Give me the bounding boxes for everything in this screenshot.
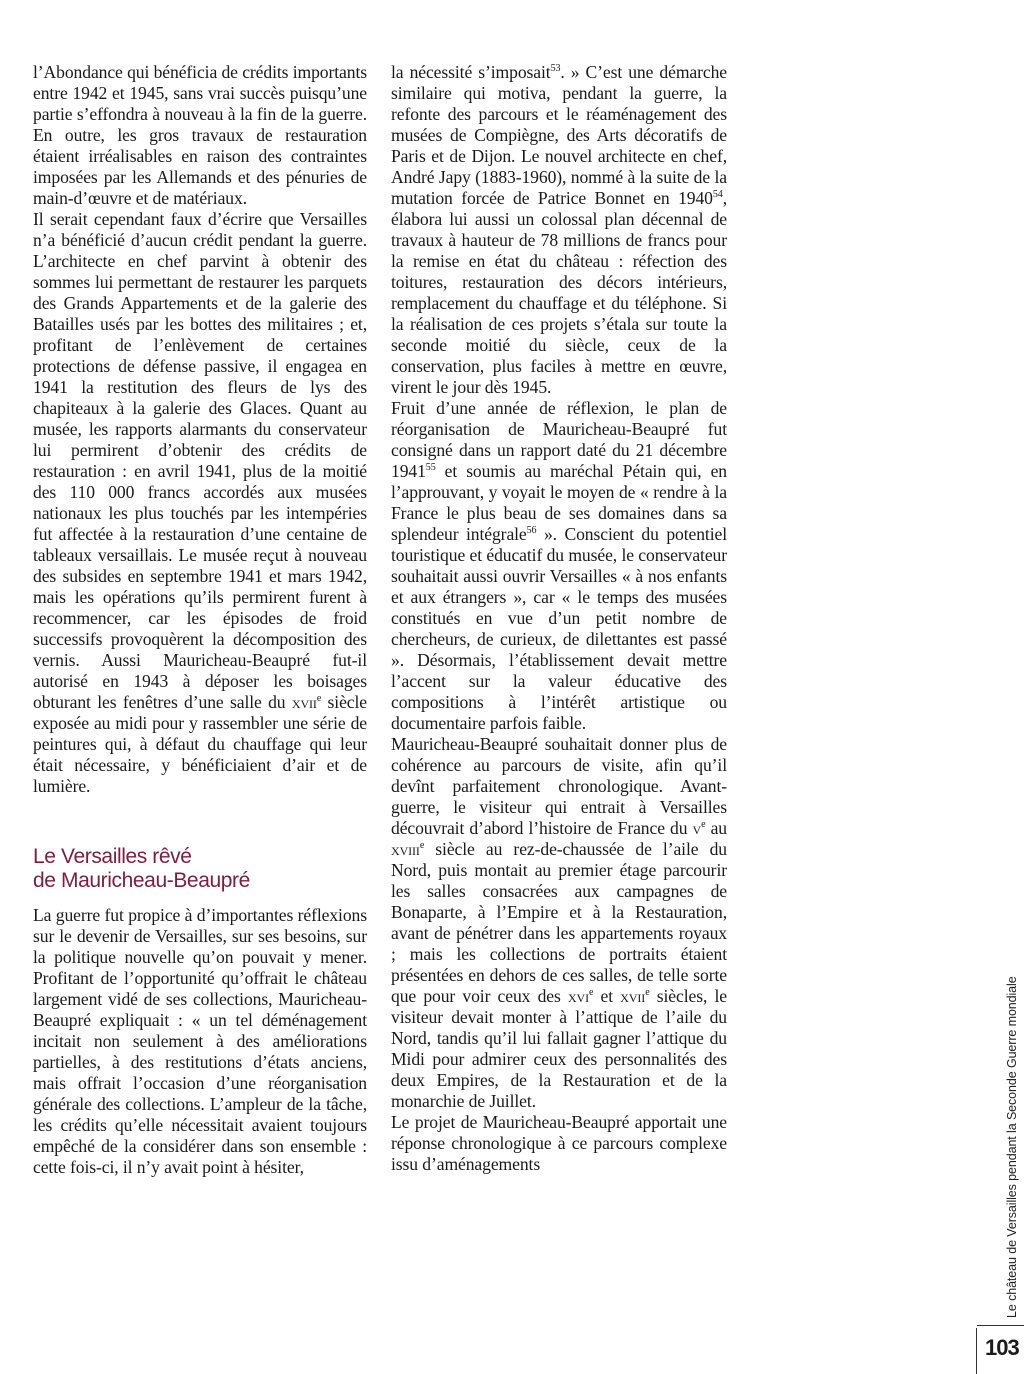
century-18-sup: e [419,840,425,852]
running-title: Le château de Versailles pendant la Seconde Guerre mondiale [1005,976,1019,1318]
right-p3-text-c: siècles, le visiteur devait monter à l’attique de l’aile du Nord, tandis qu’il lui fallait gagner l’attique du Midi pour admirer ceux des personnalités des deux Empires, de la Restauration et de la monarchie de Juillet. [391,986,727,1111]
century-18: xviii [391,839,420,859]
century-5-sup: e [701,819,706,831]
footnote-54: 54 [712,189,723,201]
right-p1-text-b: . » C’est une démarche similaire qui motiva, pendant la guerre, la refonte des parcours et le réaménagement des musées de Compiègne, des Arts décoratifs de Paris et de Dijon. Le nouvel architecte en chef, André Japy (1883-1960), nommé à la suite de la mutation forcée de Patrice Bonnet en 1940 [391,62,727,208]
right-paragraph-1 [391,62,727,398]
right-paragraph-3 [391,734,727,1112]
footnote-56: 56 [526,525,537,537]
connector-et: et [593,986,621,1006]
century-17: xvii [291,692,317,712]
century-16: xvi [567,986,589,1006]
century-16-sup: e [588,987,594,999]
left-column [33,62,367,1178]
century-17-sup: e [316,693,322,705]
page-number-vertical-rule [976,1328,977,1374]
right-p3-text-a: Mauricheau-Beaupré souhaitait donner plus de cohérence au parcours de visite, afin qu’il devînt parfaitement chronologique. Avant-guerre, le visiteur qui entrait à Versailles découvrait d’abord l’histoire de France du [391,734,727,838]
footnote-53: 53 [550,63,561,75]
section-heading-line-2: de Mauricheau-Beaupré [33,869,250,892]
left-paragraph-1: l’Abondance qui bénéficia de crédits importants entre 1942 et 1945, sans vrai succès puisqu’une partie s’effondra à nouveau à la fin de la guerre. En outre, les gros travaux de restauration étaient irréalisables en raison des contraintes imposées par les Allemands et des pénuries de main-d’œuvre et de matériaux. [33,62,367,208]
page-number-rule [977,1325,1024,1326]
section-heading-line-1: Le Versailles rêvé [33,845,192,868]
right-p2-text-c: ». Conscient du potentiel touristique et éducatif du musée, le conservateur souhaitait aussi ouvrir Versailles « à nos enfants et aux étrangers », car « le temps des musées constitués en vue d’un petit nombre de chercheurs, de curieux, de dilettantes est passé ». Désormais, l’établissement devait mettre l’accent sur la valeur éducative des compositions à l’intérêt artistique ou documentaire parfois faible. [391,524,727,733]
right-p1-text-c: , élabora lui aussi un colossal plan décennal de travaux à hauteur de 78 millions de francs pour la remise en état du château : réfection des toitures, restauration des décors intérieurs, remplacement du chauffage et du téléphone. Si la réalisation de ces projets s’étala sur toute la seconde moitié du siècle, ceux de la conservation, plus faciles à mettre en œuvre, virent le jour dès 1945. [391,188,727,397]
century-17-right: xvii [620,986,646,1006]
right-p3-text-b: siècle au rez-de-chaussée de l’aile du Nord, puis montait au premier étage parcourir les salles consacrées aux campagnes de Bonaparte, à l’Empire et à la Restauration, avant de pénétrer dans les appartements royaux ; mais les collections de portraits étaient présentées en dehors de ces salles, de telle sorte que pour voir ceux des [391,839,727,1006]
left-paragraph-3: La guerre fut propice à d’importantes réflexions sur le devenir de Versailles, sur ses besoins, sur la politique nouvelle qu’on pouvait y mener. Profitant de l’opportunité qu’offrait le château largement vidé de ses collections, Mauricheau-Beaupré expliquait : « un tel déménagement incitait non seulement à des améliorations partielles, à des restitutions d’états anciens, mais offrait l’occasion d’une réorganisation générale des collections. L’ampleur de la tâche, les crédits qu’elle nécessitait avaient toujours empêché de la considérer dans son ensemble : cette fois-ci, il n’y avait point à hésiter, [33,905,367,1177]
century-17-right-sup: e [645,987,650,999]
footnote-55: 55 [425,462,436,474]
right-column [391,62,727,1175]
connector-au: au [705,818,727,838]
left-paragraph-2 [33,209,367,797]
left-paragraph-2-text-a: Il serait cependant faux d’écrire que Versailles n’a bénéficié d’aucun crédit pendant la guerre. L’architecte en chef parvint à obtenir des sommes lui permettant de restaurer les parquets des Grands Appartements et de la galerie des Batailles usés par les bottes des militaires ; et, profitant de l’enlèvement de certaines protections de défense passive, il engagea en 1941 la restitution des fleurs de lys des chapiteaux à la galerie des Glaces. Quant au musée, les rapports alarmants du conservateur lui permirent d’obtenir des crédits de restauration : en avril 1941, plus de la moitié des 110 000 francs accordés aux musées nationaux les plus touchés par les intempéries fut affectée à la restauration d’une centaine de tableaux versaillais. Le musée reçut à nouveau des subsides en septembre 1941 et mars 1942, mais les opérations qu’ils permirent furent à recommencer, car les épisodes de froid successifs provoquèrent la décomposition des vernis. Aussi Mauricheau-Beaupré fut-il autorisé en 1943 à déposer les boisages obturant les fenêtres d’une salle du [33,209,367,712]
right-p2-text-b: et soumis au maréchal Pétain qui, en l’approuvant, y voyait le moyen de « rendre à la France le plus beau de ses domaines dans sa splendeur intégrale [391,461,727,544]
right-paragraph-4: Le projet de Mauricheau-Beaupré apportait une réponse chronologique à ce parcours complexe issu d’aménagements [391,1112,727,1174]
century-5: v [692,818,702,838]
right-p2-text-a: Fruit d’une année de réflexion, le plan de réorganisation de Mauricheau-Beaupré fut consigné dans un rapport daté du 21 décembre 1941 [391,398,727,481]
right-paragraph-2 [391,398,727,734]
right-p1-text-a: la nécessité s’imposait [391,62,551,82]
page-number: 103 [985,1335,1019,1360]
section-heading [33,845,367,893]
left-paragraph-2-text-b: siècle exposée au midi pour y rassembler une série de peintures qui, à défaut du chauffage qui leur était nécessaire, y bénéficiaient d’air et de lumière. [33,692,367,796]
